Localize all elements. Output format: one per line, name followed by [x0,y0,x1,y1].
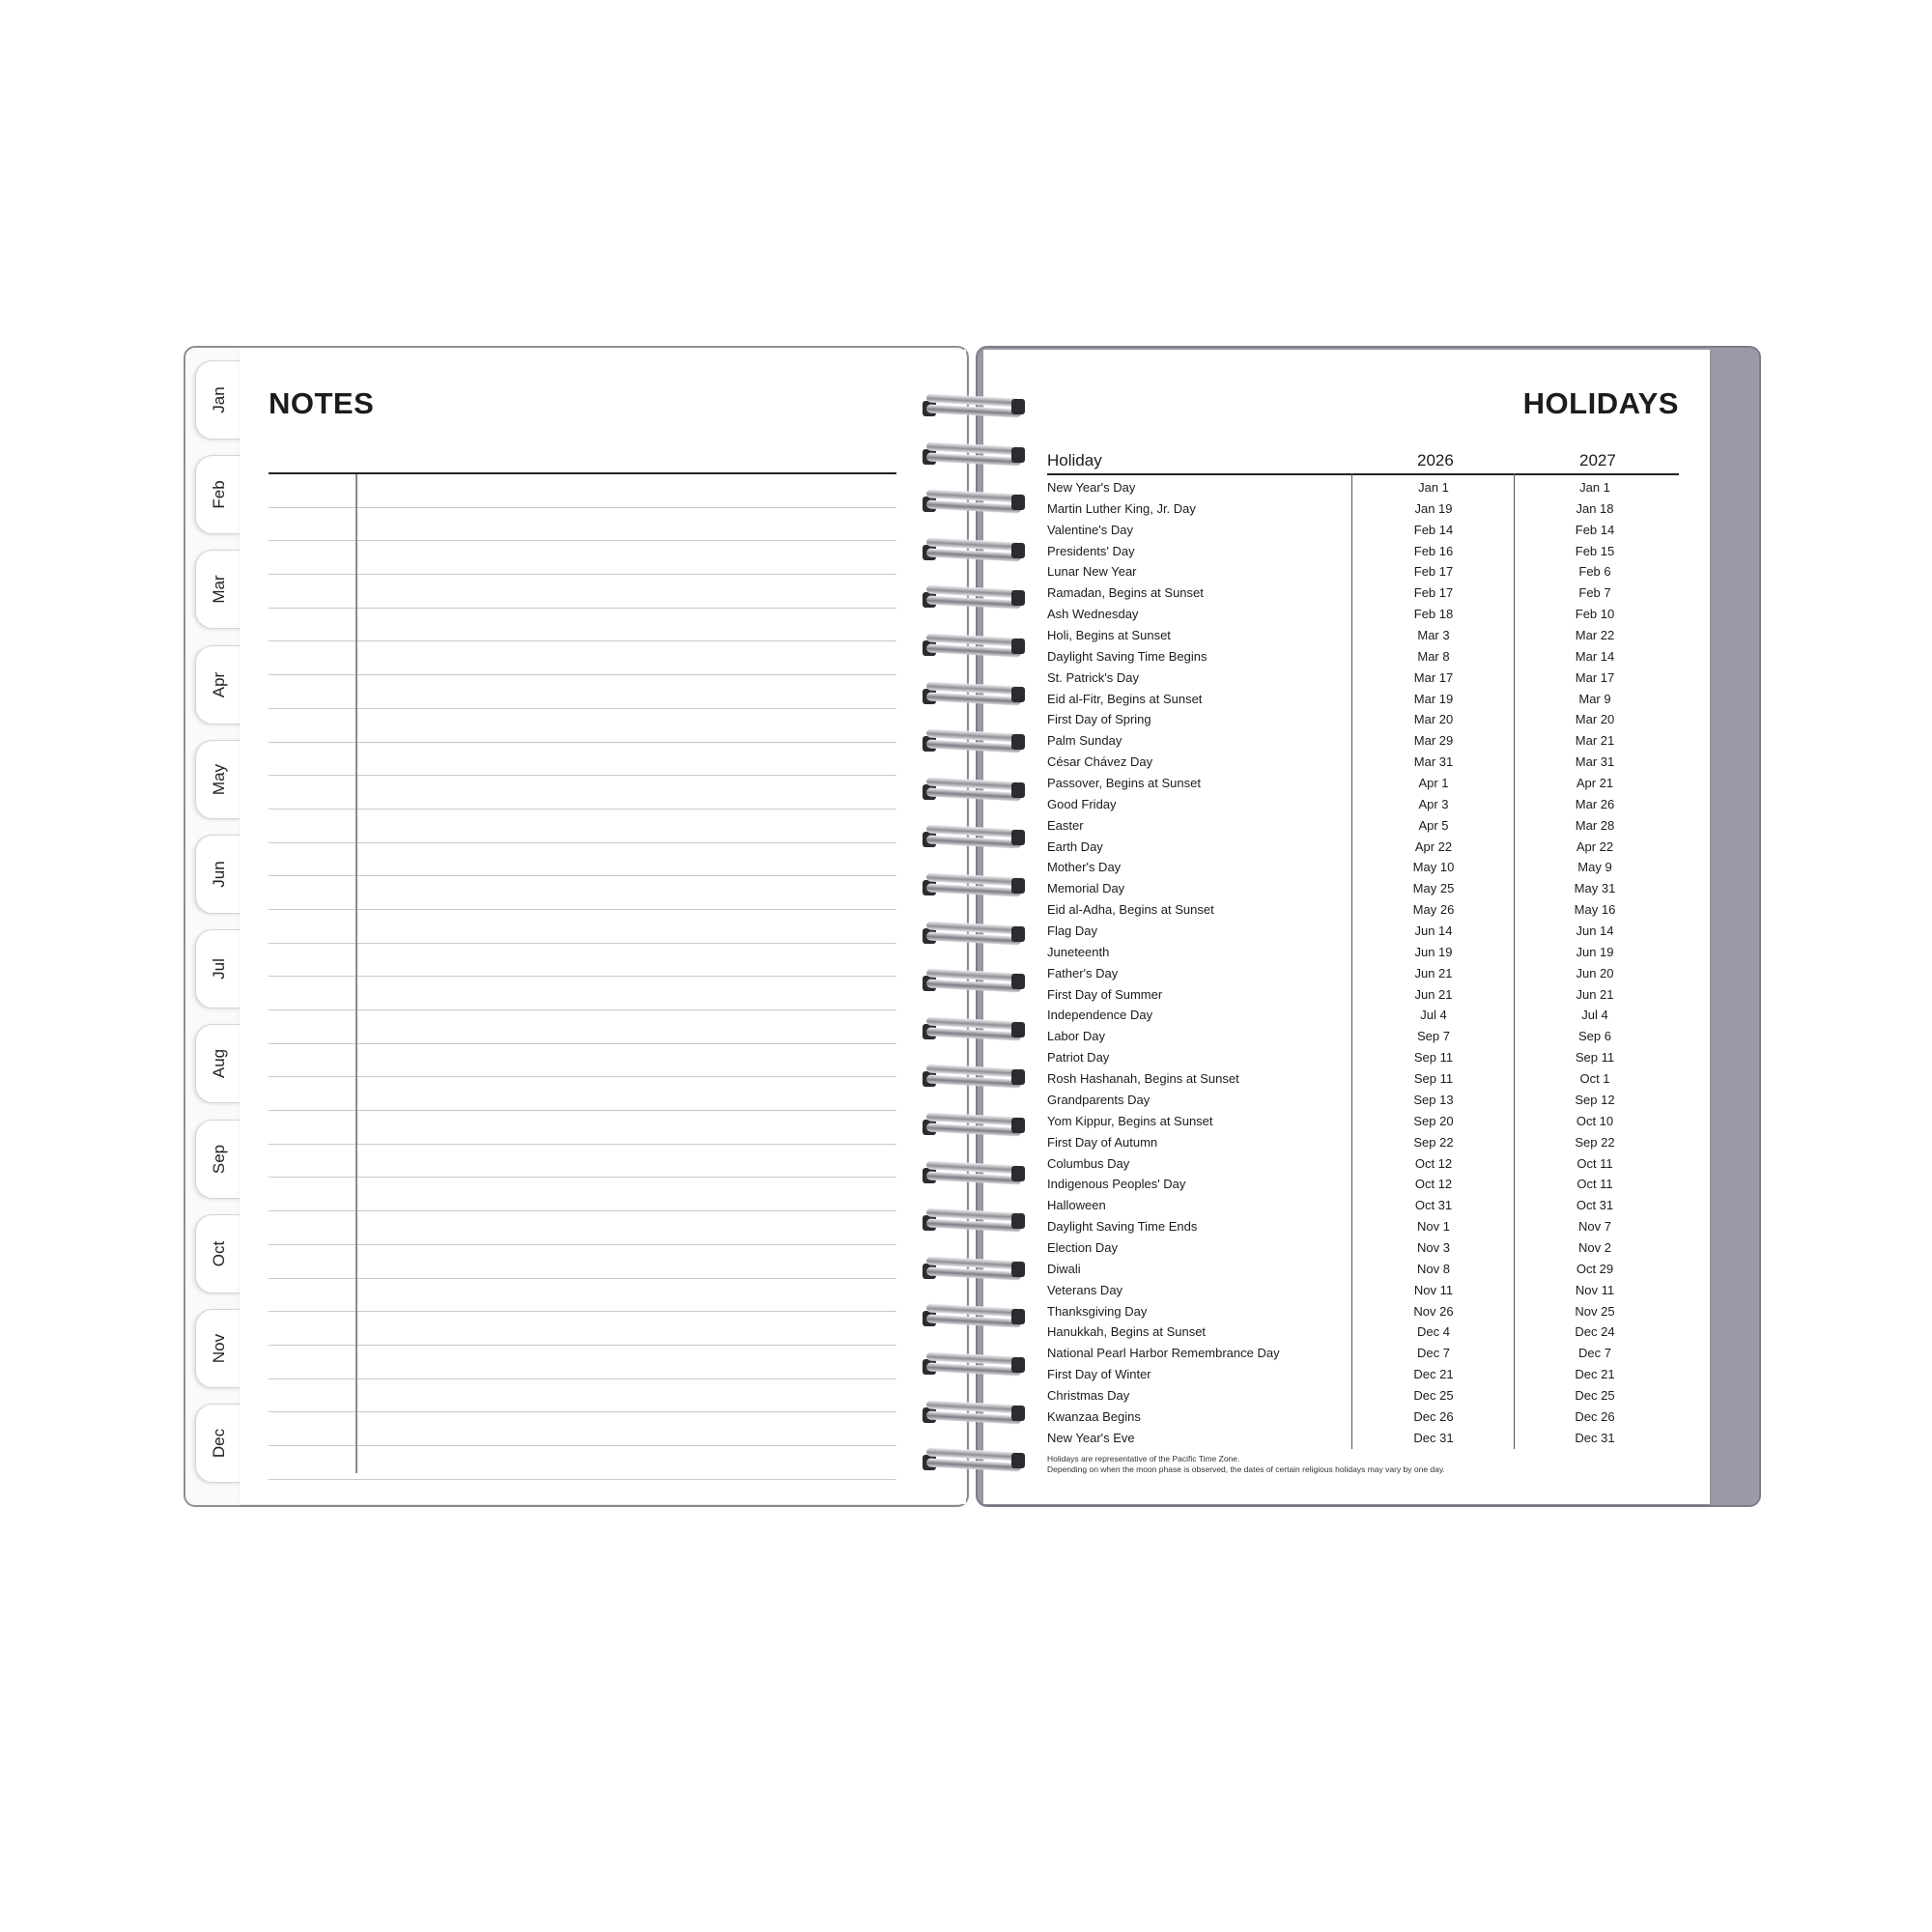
date-year-1: May 10 [1412,860,1455,875]
note-line[interactable] [269,810,896,843]
date-year-1: Jan 19 [1414,500,1453,516]
note-line[interactable] [269,1145,896,1179]
note-line[interactable] [269,675,896,709]
date-year-1: Nov 26 [1413,1303,1454,1319]
holiday-name: Holi, Begins at Sunset [1047,628,1171,643]
holiday-name: Earth Day [1047,838,1103,854]
date-year-2: Dec 7 [1578,1346,1611,1361]
date-year-1: Mar 31 [1413,754,1454,770]
note-line[interactable] [269,1211,896,1245]
spiral-ring [921,1349,1027,1381]
date-year-2: Mar 20 [1575,712,1615,727]
spiral-ring [921,1109,1027,1142]
holiday-name: Diwali [1047,1261,1081,1276]
table-row [1047,1428,1679,1449]
note-line[interactable] [269,977,896,1010]
spiral-ring [921,774,1027,807]
note-line[interactable] [269,743,896,777]
holiday-name: Columbus Day [1047,1155,1130,1171]
holidays-footnote [1047,1454,1445,1475]
table-row [1047,1026,1679,1047]
header-holiday: Holiday [1047,451,1102,469]
holidays-table-header [1047,450,1679,475]
note-line[interactable] [269,944,896,978]
date-year-2: Mar 21 [1575,733,1615,749]
table-row [1047,815,1679,837]
tab-oct[interactable] [195,1214,242,1293]
holiday-name: New Year's Eve [1047,1430,1135,1445]
tab-label: Apr [209,671,228,697]
date-year-1: Sep 11 [1413,1071,1454,1087]
date-year-1: Sep 20 [1413,1113,1454,1128]
date-year-2: Jun 19 [1576,944,1614,959]
notes-lines [269,474,896,1480]
tab-label: Jun [209,861,228,888]
date-year-1: Apr 5 [1418,817,1449,833]
notes-title: NOTES [269,386,375,420]
table-row [1047,878,1679,899]
date-year-2: Dec 26 [1575,1408,1615,1424]
table-row [1047,1364,1679,1385]
date-year-1: Nov 11 [1413,1282,1454,1297]
note-line[interactable] [269,1077,896,1111]
table-row [1047,477,1679,498]
holidays-page [983,350,1710,1504]
spiral-ring [921,821,1027,854]
table-row [1047,1174,1679,1195]
table-row [1047,625,1679,646]
holiday-name: Rosh Hashanah, Begins at Sunset [1047,1071,1239,1087]
note-line[interactable] [269,641,896,675]
table-row [1047,921,1679,942]
date-year-2: Oct 31 [1576,1198,1614,1213]
date-year-2: Oct 11 [1577,1177,1613,1192]
note-line[interactable] [269,1412,896,1446]
spiral-ring [921,1300,1027,1333]
table-row [1047,1301,1679,1322]
date-year-1: Jun 14 [1414,923,1453,939]
table-row [1047,984,1679,1006]
date-year-2: Oct 11 [1577,1155,1613,1171]
date-year-2: Mar 22 [1575,628,1615,643]
holiday-name: Palm Sunday [1047,733,1122,749]
holiday-name: First Day of Summer [1047,986,1163,1002]
note-line[interactable] [269,709,896,743]
date-year-1: Nov 8 [1417,1261,1450,1276]
tab-sep[interactable] [195,1120,242,1199]
holiday-name: Eid al-Fitr, Begins at Sunset [1047,691,1203,706]
table-row [1047,1090,1679,1111]
tab-feb[interactable] [195,455,242,534]
date-year-1: Jul 4 [1420,1008,1447,1023]
holiday-name: César Chávez Day [1047,754,1153,770]
date-year-2: Oct 1 [1579,1071,1610,1087]
spiral-ring [921,439,1027,471]
holiday-name: Father's Day [1047,965,1119,980]
date-year-1: Apr 22 [1414,838,1453,854]
note-line[interactable] [269,1379,896,1413]
spiral-ring [921,1157,1027,1190]
table-row [1047,773,1679,794]
date-year-2: Jun 21 [1576,986,1614,1002]
holiday-name: New Year's Day [1047,480,1136,495]
holiday-name: Patriot Day [1047,1050,1110,1065]
spiral-binding [921,390,1027,1482]
date-year-2: Dec 31 [1575,1430,1615,1445]
date-year-2: Dec 25 [1575,1387,1615,1403]
date-year-1: Jun 19 [1414,944,1453,959]
tab-dec[interactable] [195,1404,242,1483]
date-year-1: Feb 18 [1413,607,1454,622]
tab-nov[interactable] [195,1309,242,1388]
date-year-1: Mar 8 [1417,648,1450,664]
table-row [1047,963,1679,984]
holiday-name: Election Day [1047,1239,1118,1255]
holiday-name: Flag Day [1047,923,1098,939]
spiral-ring [921,1061,1027,1094]
table-row [1047,899,1679,921]
table-row [1047,857,1679,878]
date-year-2: Feb 10 [1575,607,1615,622]
tab-label: Aug [209,1049,228,1079]
holiday-name: Martin Luther King, Jr. Day [1047,500,1196,516]
table-row [1047,582,1679,604]
spiral-ring [921,1397,1027,1430]
date-year-1: Apr 1 [1418,776,1449,791]
note-line[interactable] [269,776,896,810]
date-year-2: Feb 6 [1578,564,1611,580]
footnote-line-2: Depending on when the moon phase is observed, the dates of certain religious holidays may vary by one day. [1047,1464,1445,1474]
date-year-2: May 16 [1574,902,1616,918]
table-row [1047,668,1679,689]
note-line[interactable] [269,1178,896,1211]
date-year-1: Sep 7 [1417,1029,1450,1044]
date-year-2: Mar 26 [1575,796,1615,811]
spiral-ring [921,918,1027,951]
tab-jan[interactable] [195,360,242,440]
date-year-2: Jan 18 [1576,500,1614,516]
holiday-name: Daylight Saving Time Ends [1047,1219,1198,1235]
holiday-name: First Day of Autumn [1047,1134,1158,1150]
date-year-2: Jan 1 [1579,480,1610,495]
tab-apr[interactable] [195,645,242,724]
table-row [1047,1406,1679,1428]
table-row [1047,1153,1679,1175]
spiral-ring [921,678,1027,711]
table-row [1047,1005,1679,1026]
holiday-name: Grandparents Day [1047,1092,1151,1107]
table-row [1047,646,1679,668]
date-year-1: Dec 31 [1413,1430,1454,1445]
table-row [1047,709,1679,730]
holiday-name: Halloween [1047,1198,1106,1213]
spiral-ring [921,1253,1027,1286]
date-year-1: Mar 29 [1413,733,1454,749]
note-line[interactable] [269,1446,896,1480]
tab-label: Feb [209,480,228,509]
date-year-1: Sep 13 [1413,1092,1454,1107]
date-year-1: Oct 12 [1414,1155,1453,1171]
table-row [1047,1385,1679,1406]
table-row [1047,1321,1679,1343]
date-year-1: Feb 17 [1413,585,1454,601]
tab-may[interactable] [195,740,242,819]
date-year-2: Jul 4 [1581,1008,1608,1023]
date-year-1: Jun 21 [1414,965,1453,980]
tab-label: Jan [209,386,228,413]
date-year-2: Feb 7 [1578,585,1611,601]
tab-label: May [209,763,228,795]
date-year-1: Nov 1 [1417,1219,1450,1235]
spiral-ring [921,725,1027,758]
notes-margin-rule [355,474,357,1473]
holiday-name: National Pearl Harbor Remembrance Day [1047,1346,1280,1361]
table-row [1047,1216,1679,1237]
note-line[interactable] [269,1111,896,1145]
table-row [1047,1237,1679,1259]
date-year-2: Sep 11 [1575,1050,1615,1065]
tab-mar[interactable] [195,550,242,629]
date-year-2: May 9 [1577,860,1612,875]
holiday-name: Thanksgiving Day [1047,1303,1148,1319]
table-row [1047,1068,1679,1090]
holiday-name: Lunar New Year [1047,564,1137,580]
notes-page [240,350,966,1504]
holiday-name: Ramadan, Begins at Sunset [1047,585,1204,601]
date-year-1: Dec 26 [1413,1408,1454,1424]
holiday-name: Juneteenth [1047,944,1110,959]
holiday-name: Good Friday [1047,796,1117,811]
holiday-name: Mother's Day [1047,860,1122,875]
holiday-name: Independence Day [1047,1008,1153,1023]
spiral-ring [921,1013,1027,1046]
date-year-1: Mar 17 [1413,669,1454,685]
note-line[interactable] [269,575,896,609]
spiral-ring [921,534,1027,567]
date-year-1: Jan 1 [1418,480,1449,495]
date-year-1: May 25 [1412,881,1455,896]
date-year-2: Apr 21 [1576,776,1614,791]
note-line[interactable] [269,910,896,944]
spiral-ring [921,630,1027,663]
table-row [1047,837,1679,858]
date-year-2: Dec 21 [1575,1367,1615,1382]
spiral-ring [921,965,1027,998]
table-row [1047,1195,1679,1216]
table-row [1047,689,1679,710]
spiral-ring [921,582,1027,614]
date-year-1: Apr 3 [1418,796,1449,811]
table-row [1047,520,1679,541]
date-year-2: Oct 10 [1576,1113,1614,1128]
table-row [1047,541,1679,562]
tab-label: Sep [209,1144,228,1174]
table-row [1047,1047,1679,1068]
date-year-1: Feb 17 [1413,564,1454,580]
note-line[interactable] [269,474,896,508]
holiday-name: Presidents' Day [1047,543,1135,558]
note-line[interactable] [269,843,896,877]
date-year-1: Oct 12 [1414,1177,1453,1192]
date-year-2: Jun 14 [1576,923,1614,939]
date-year-2: Nov 25 [1575,1303,1615,1319]
table-row [1047,561,1679,582]
date-year-2: Mar 9 [1578,691,1611,706]
holiday-name: Christmas Day [1047,1387,1130,1403]
date-year-1: Mar 20 [1413,712,1454,727]
holiday-name: Indigenous Peoples' Day [1047,1177,1186,1192]
tab-jul[interactable] [195,929,242,1009]
table-row [1047,604,1679,625]
date-year-2: Jun 20 [1576,965,1614,980]
date-year-2: Nov 11 [1575,1282,1615,1297]
tab-label: Mar [209,575,228,605]
month-tabs [195,360,242,1497]
holiday-name: Yom Kippur, Begins at Sunset [1047,1113,1213,1128]
tab-label: Jul [209,958,228,980]
table-row [1047,942,1679,963]
holiday-name: Labor Day [1047,1029,1105,1044]
holiday-name: First Day of Spring [1047,712,1151,727]
holiday-name: St. Patrick's Day [1047,669,1139,685]
date-year-2: Oct 29 [1576,1261,1614,1276]
note-line[interactable] [269,1312,896,1346]
date-year-2: Nov 7 [1578,1219,1611,1235]
date-year-1: Dec 7 [1417,1346,1450,1361]
date-year-1: Mar 19 [1413,691,1454,706]
date-year-2: Dec 24 [1575,1324,1615,1340]
date-year-1: Nov 3 [1417,1239,1450,1255]
date-year-2: May 31 [1574,881,1616,896]
date-year-1: Dec 25 [1413,1387,1454,1403]
date-year-2: Mar 31 [1575,754,1615,770]
footnote-line-1: Holidays are representative of the Pacific Time Zone. [1047,1454,1240,1463]
date-year-1: Feb 14 [1413,522,1454,537]
table-row [1047,1111,1679,1132]
note-line[interactable] [269,876,896,910]
holiday-name: Daylight Saving Time Begins [1047,648,1208,664]
table-row [1047,1132,1679,1153]
date-year-2: Sep 12 [1575,1092,1615,1107]
table-row [1047,752,1679,773]
note-line[interactable] [269,1346,896,1379]
spiral-ring [921,869,1027,902]
holiday-name: Eid al-Adha, Begins at Sunset [1047,902,1214,918]
date-year-2: Mar 28 [1575,817,1615,833]
note-line[interactable] [269,541,896,575]
holiday-name: Veterans Day [1047,1282,1123,1297]
date-year-2: Sep 22 [1575,1134,1615,1150]
holiday-name: Ash Wednesday [1047,607,1139,622]
date-year-1: Sep 22 [1413,1134,1454,1150]
date-year-1: Feb 16 [1413,543,1454,558]
date-year-1: Jun 21 [1414,986,1453,1002]
date-year-1: May 26 [1412,902,1455,918]
date-year-2: Mar 17 [1575,669,1615,685]
date-year-2: Nov 2 [1578,1239,1611,1255]
note-line[interactable] [269,1279,896,1313]
holiday-name: Kwanzaa Begins [1047,1408,1141,1424]
date-year-1: Dec 4 [1417,1324,1450,1340]
tab-label: Nov [209,1333,228,1364]
holiday-name: Easter [1047,817,1084,833]
table-row [1047,794,1679,815]
date-year-2: Sep 6 [1578,1029,1611,1044]
note-line[interactable] [269,1010,896,1044]
spiral-ring [921,1444,1027,1477]
holiday-name: Hanukkah, Begins at Sunset [1047,1324,1207,1340]
header-year-1: 2026 [1417,451,1454,469]
table-row [1047,498,1679,520]
date-year-1: Mar 3 [1417,628,1450,643]
holiday-name: Valentine's Day [1047,522,1133,537]
date-year-2: Mar 14 [1575,648,1615,664]
tab-label: Oct [209,1240,228,1267]
tab-aug[interactable] [195,1024,242,1103]
spiral-ring [921,1205,1027,1237]
date-year-1: Sep 11 [1413,1050,1454,1065]
note-line[interactable] [269,1245,896,1279]
spiral-ring [921,390,1027,423]
tab-jun[interactable] [195,835,242,914]
note-line[interactable] [269,609,896,642]
table-row [1047,1280,1679,1301]
holidays-title: HOLIDAYS [1522,386,1679,420]
holiday-name: First Day of Winter [1047,1367,1151,1382]
note-line[interactable] [269,1044,896,1078]
table-row [1047,1343,1679,1364]
spiral-ring [921,486,1027,519]
holiday-name: Memorial Day [1047,881,1125,896]
tab-label: Dec [209,1429,228,1459]
table-row [1047,730,1679,752]
note-line[interactable] [269,508,896,542]
holidays-table [1047,477,1679,1449]
date-year-2: Apr 22 [1576,838,1614,854]
date-year-1: Dec 21 [1413,1367,1454,1382]
header-year-2: 2027 [1579,451,1616,469]
holiday-name: Passover, Begins at Sunset [1047,776,1201,791]
table-row [1047,1259,1679,1280]
date-year-2: Feb 15 [1575,543,1615,558]
date-year-2: Feb 14 [1575,522,1615,537]
date-year-1: Oct 31 [1414,1198,1453,1213]
